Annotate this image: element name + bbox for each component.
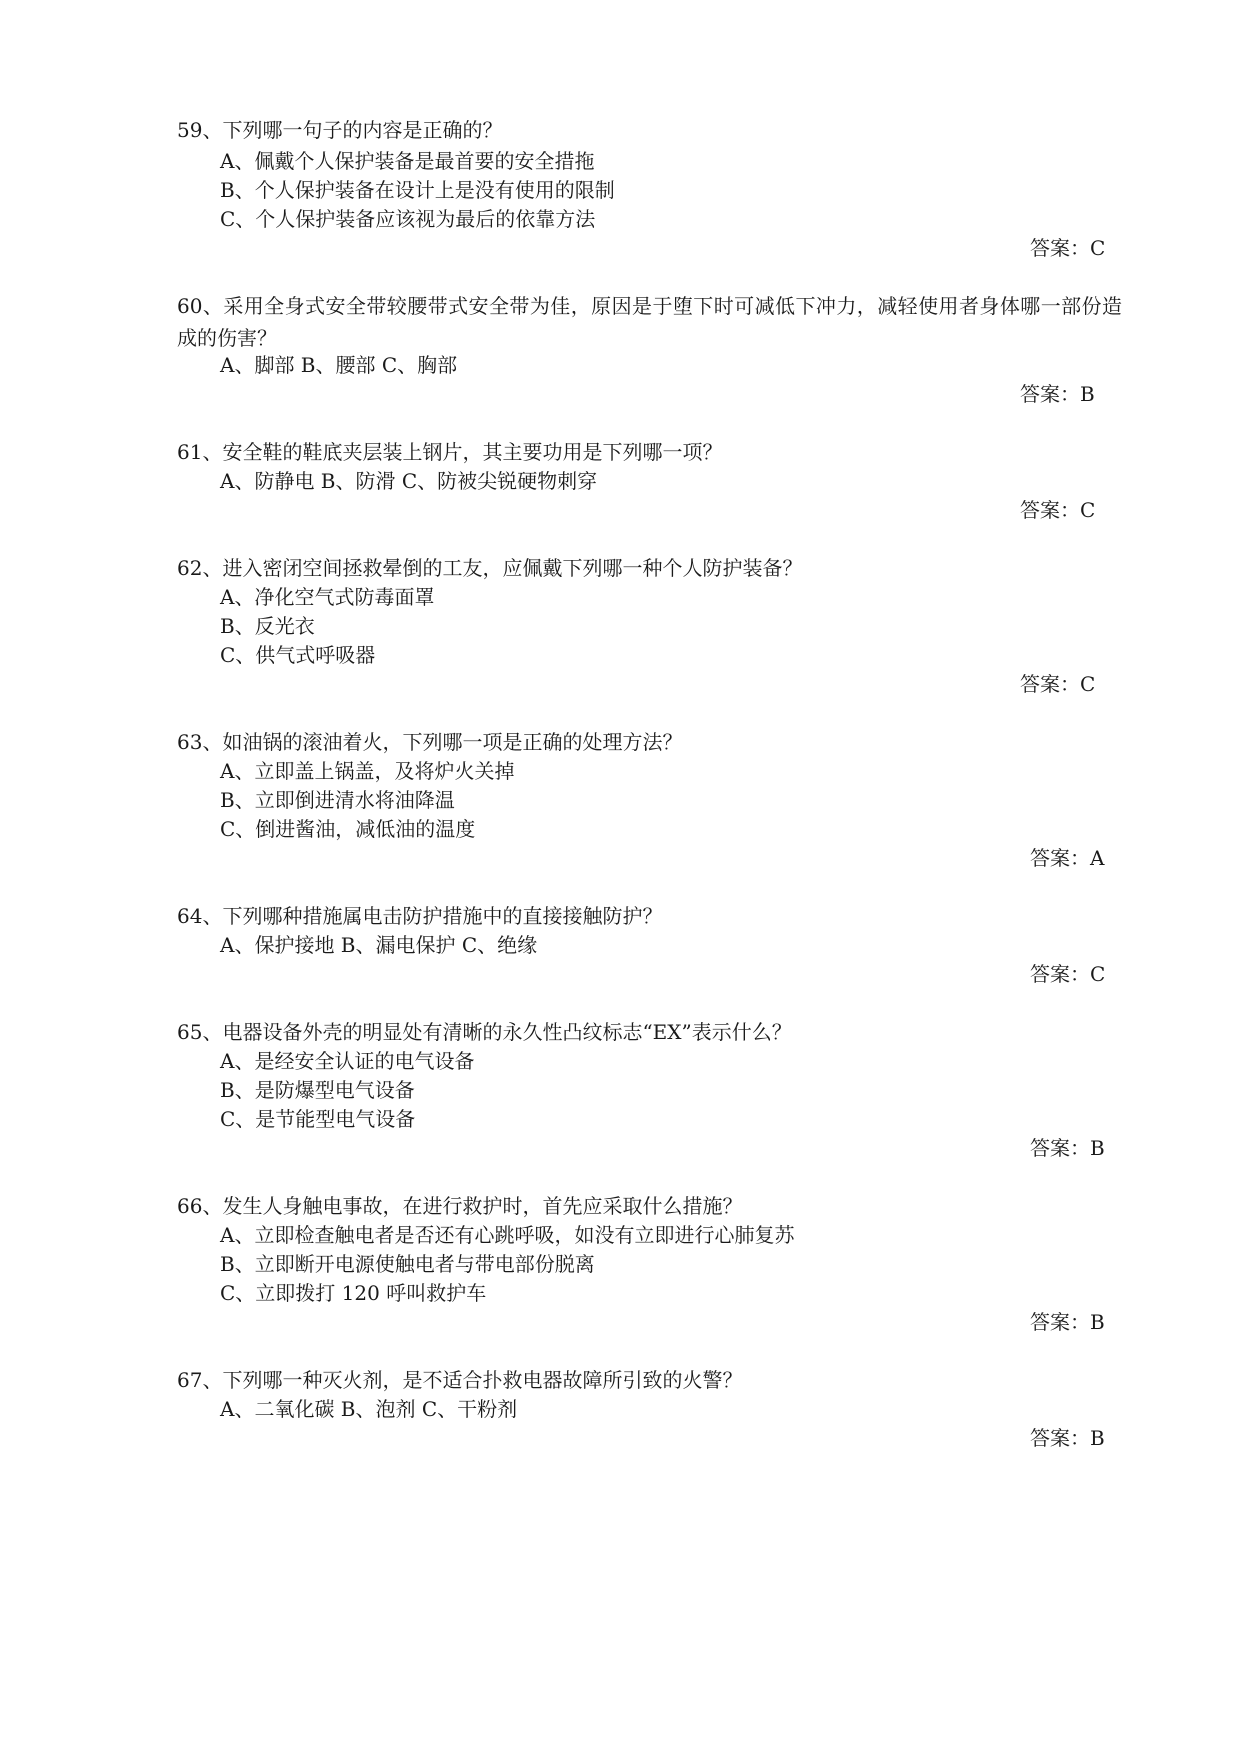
question-65-answer: 答案：B <box>1030 1136 1105 1160</box>
question-65-option-a: A、是经安全认证的电气设备 <box>220 1049 475 1073</box>
question-65-text: 65、电器设备外壳的明显处有清晰的永久性凸纹标志“EX”表示什么？ <box>177 1020 792 1044</box>
question-59-option-b: B、个人保护装备在设计上是没有使用的限制 <box>220 178 615 202</box>
question-67-text: 67、下列哪一种灭火剂，是不适合扑救电器故障所引致的火警？ <box>177 1368 743 1392</box>
question-67-options: A、二氧化碳 B、泡剂 C、干粉剂 <box>220 1397 518 1421</box>
question-66-option-a: A、立即检查触电者是否还有心跳呼吸，如没有立即进行心肺复苏 <box>220 1223 795 1247</box>
question-61-options: A、防静电 B、防滑 C、防被尖锐硬物刺穿 <box>220 469 598 493</box>
question-65-option-b: B、是防爆型电气设备 <box>220 1078 415 1102</box>
question-66-text: 66、发生人身触电事故，在进行救护时，首先应采取什么措施？ <box>177 1194 743 1218</box>
question-62-answer: 答案：C <box>1020 672 1096 696</box>
question-64-answer: 答案：C <box>1030 962 1106 986</box>
question-61-answer: 答案：C <box>1020 498 1096 522</box>
question-62-option-c: C、供气式呼吸器 <box>220 643 376 667</box>
question-63-option-c: C、倒进酱油，减低油的温度 <box>220 817 476 841</box>
question-63-option-a: A、立即盖上锅盖，及将炉火关掉 <box>220 759 515 783</box>
question-62-option-a: A、净化空气式防毒面罩 <box>220 585 435 609</box>
question-64-text: 64、下列哪种措施属电击防护措施中的直接接触防护？ <box>177 904 663 928</box>
question-66-answer: 答案：B <box>1030 1310 1105 1334</box>
question-60-text: 60、采用全身式安全带较腰带式安全带为佳，原因是于堕下时可减低下冲力，减轻使用者身体哪一部份造成的伤害？ <box>177 294 1122 350</box>
question-61-text: 61、安全鞋的鞋底夹层装上钢片，其主要功用是下列哪一项？ <box>177 440 723 464</box>
question-63-answer: 答案：A <box>1030 846 1105 870</box>
question-60-answer: 答案：B <box>1020 382 1095 406</box>
question-63-option-b: B、立即倒进清水将油降温 <box>220 788 455 812</box>
question-59-answer: 答案：C <box>1030 236 1106 260</box>
question-67-answer: 答案：B <box>1030 1426 1105 1450</box>
question-66-option-b: B、立即断开电源使触电者与带电部份脱离 <box>220 1252 595 1276</box>
question-65-option-c: C、是节能型电气设备 <box>220 1107 416 1131</box>
question-60-options: A、脚部 B、腰部 C、胸部 <box>220 353 458 377</box>
question-62-option-b: B、反光衣 <box>220 614 315 638</box>
question-64-options: A、保护接地 B、漏电保护 C、绝缘 <box>220 933 538 957</box>
question-66-option-c: C、立即拨打 120 呼叫救护车 <box>220 1281 487 1305</box>
question-59-text: 59、下列哪一句子的内容是正确的？ <box>177 118 503 142</box>
question-59-option-c: C、个人保护装备应该视为最后的依靠方法 <box>220 207 596 231</box>
question-62-text: 62、进入密闭空间拯救晕倒的工友，应佩戴下列哪一种个人防护装备？ <box>177 556 803 580</box>
question-59-option-a: A、佩戴个人保护装备是最首要的安全措拖 <box>220 149 595 173</box>
question-63-text: 63、如油锅的滚油着火，下列哪一项是正确的处理方法？ <box>177 730 683 754</box>
